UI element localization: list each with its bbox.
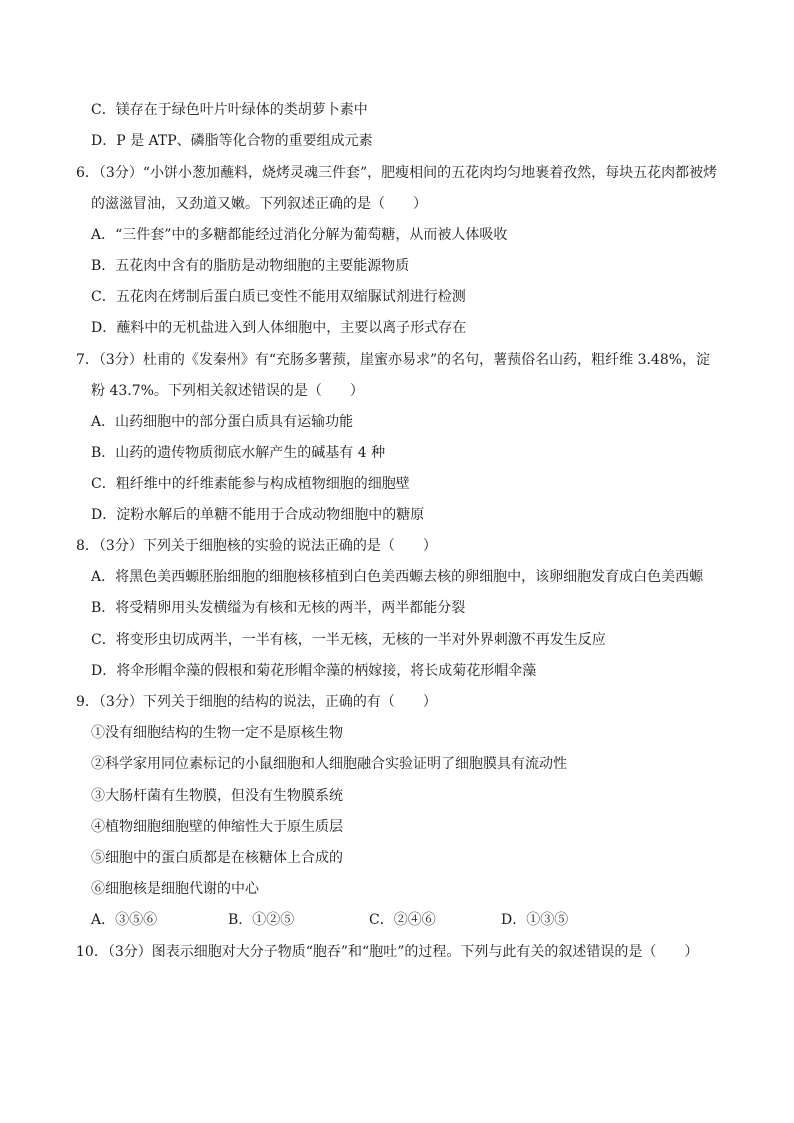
q9-option-a: A．③⑤⑥ — [91, 912, 158, 928]
q8-option-b: B．将受精卵用头发横缢为有核和无核的两半，两半都能分裂 — [91, 600, 466, 616]
q5-option-d: D．P 是 ATP、磷脂等化合物的重要组成元素 — [91, 133, 373, 149]
q9-statement-5: ⑤细胞中的蛋白质都是在核糖体上合成的 — [91, 850, 343, 866]
q7-stem-line1: 7．（3分）杜甫的《发秦州》有“充肠多薯蓣，崖蜜亦易求”的名句，薯蓣俗名山药，粗纤维 3.48%，淀 — [76, 352, 711, 368]
q7-stem-line2: 粉 43.7%。下列相关叙述错误的是（ ） — [91, 383, 364, 399]
q9-option-d: D．①③⑤ — [501, 912, 569, 928]
q5-option-c: C．镁存在于绿色叶片叶绿体的类胡萝卜素中 — [91, 102, 368, 118]
q9-statement-6: ⑥细胞核是细胞代谢的中心 — [91, 881, 259, 897]
q9-statement-3: ③大肠杆菌有生物膜，但没有生物膜系统 — [91, 788, 343, 804]
q6-stem-line1: 6．（3分）“小饼小葱加蘸料，烧烤灵魂三件套”，肥瘦相间的五花肉均匀地裹着孜然，每块五花肉都被烤 — [76, 165, 718, 181]
q7-option-b: B．山药的遗传物质彻底水解产生的碱基有 4 种 — [91, 445, 386, 461]
q6-option-a: A．“三件套”中的多糖都能经过消化分解为葡萄糖，从而被人体吸收 — [91, 227, 508, 243]
q7-option-d: D．淀粉水解后的单糖不能用于合成动物细胞中的糖原 — [91, 507, 425, 523]
q6-stem-line2: 的滋滋冒油，又劲道又嫩。下列叙述正确的是（ ） — [91, 196, 427, 212]
q9-option-c: C．②④⑥ — [369, 912, 436, 928]
q10-stem: 10．（3分）图表示细胞对大分子物质“胞吞”和“胞吐”的过程。下列与此有关的叙述错误的是（ ） — [76, 944, 699, 960]
q9-option-b: B．①②⑤ — [228, 912, 295, 928]
q9-stem: 9．（3分）下列关于细胞的结构的说法，正确的有（ ） — [76, 694, 437, 710]
q8-stem: 8．（3分）下列关于细胞核的实验的说法正确的是（ ） — [76, 538, 437, 554]
q6-option-d: D．蘸料中的无机盐进入到人体细胞中，主要以离子形式存在 — [91, 320, 467, 336]
q6-option-c: C．五花肉在烤制后蛋白质已变性不能用双缩脲试剂进行检测 — [91, 289, 466, 305]
q7-option-c: C．粗纤维中的纤维素能参与构成植物细胞的细胞壁 — [91, 476, 410, 492]
q8-option-c: C．将变形虫切成两半，一半有核，一半无核，无核的一半对外界刺激不再发生反应 — [91, 632, 606, 648]
q9-statement-2: ②科学家用同位素标记的小鼠细胞和人细胞融合实验证明了细胞膜具有流动性 — [91, 756, 567, 772]
q8-option-d: D．将伞形帽伞藻的假根和菊花形帽伞藻的柄嫁接，将长成菊花形帽伞藻 — [91, 663, 537, 679]
q6-option-b: B．五花肉中含有的脂肪是动物细胞的主要能源物质 — [91, 258, 410, 274]
q7-option-a: A．山药细胞中的部分蛋白质具有运输功能 — [91, 414, 354, 430]
q8-option-a: A．将黑色美西螈胚胎细胞的细胞核移植到白色美西螈去核的卵细胞中，该卵细胞发育成白色美西螈 — [91, 569, 704, 585]
q9-statement-1: ①没有细胞结构的生物一定不是原核生物 — [91, 725, 343, 741]
q9-statement-4: ④植物细胞细胞壁的伸缩性大于原生质层 — [91, 819, 343, 835]
